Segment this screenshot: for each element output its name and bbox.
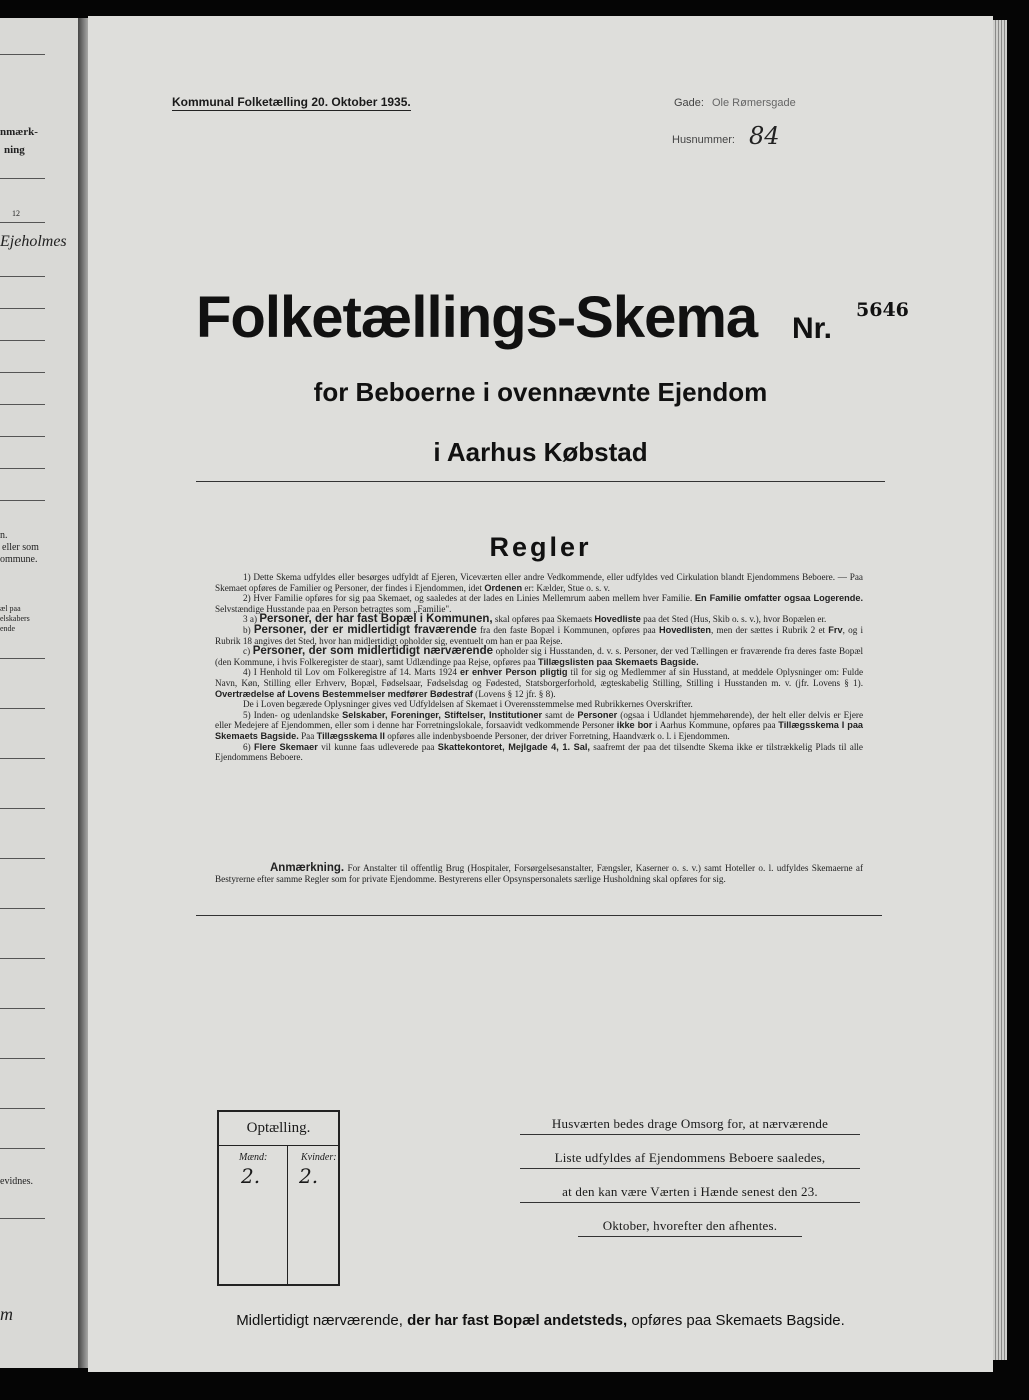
note-label: Anmærkning. [270,862,345,874]
rule-6: 6) Flere Skemaer vil kunne faas udleverede paa Skattekontoret, Mejlgade 4, 1. Sal, saafremt der paa det tilsendte Skema ikke er tilstrækkelig Plads til alle Ejendommens Beboere. [215,741,864,763]
rule-2: 2) Hver Familie opføres for sig paa Skemaet, og saaledes at der lades en Linies Mellemrum aaben mellem hver Familie. En Familie omfatter ogsaa Logerende. Selvstændige Husstande paa en Person betragtes som „Familie". [215,593,863,614]
rule [0,340,45,341]
rule [0,1108,45,1109]
column-header: nmærk- [0,126,38,138]
adjacent-page [0,18,78,1368]
text-fragment: evidnes. [0,1176,34,1187]
form-serial-number: 5646 [856,299,909,321]
rule [0,958,45,959]
rule [0,758,45,759]
rule-3a: 3 a) Personer, der har fast Bopæl i Kommunen, skal opføres paa Skemaets Hovedliste paa det Sted (Hus, Skib o. s. v.), hvor Bopælen er. [243,613,827,626]
column-header: ning [4,144,25,156]
rule [0,468,45,469]
husnummer-value: 84 [749,122,780,150]
rule [0,500,45,501]
text-fragment: eller som [2,542,39,553]
rule [0,372,45,373]
rule-5: 5) Inden- og udenlandske Selskaber, Foreninger, Stiftelser, Institutioner samt de Personer (ogsaa i Udlandet hjemmehørende), der helt eller delvis er Ejere eller Medejere af Ejendommen, eller som i denne har Forretningslokale, forsaavidt vedkommende Personer ikke bor i Aarhus Kommune, opføres paa Tillægsskema I paa Skemaets Bagside. Paa Tillægsskema II opføres alle indenbysboende Personer, der driver Forretning, Haandværk o. l. i Ejendommen. [215,709,864,741]
rule [0,178,45,179]
form-subtitle: for Beboerne i ovennævnte Ejendom [313,377,768,407]
rule-4: 4) I Henhold til Lov om Folkeregistre af 14. Marts 1924 er enhver Person pligtig til for sig og Medlemmer af sin Husstand, at meddele Oplysninger om: Fulde Navn, Køn, Stilling eller Erhverv, Bopæl, Fødselsaar, Fødselsdag og Fødested, Statsborgerforhold, ægteskabelig Stilling, Stilling i Husstanden m. v. (jfr. Lovens § 1). Overtrædelse af Lovens Bestemmelser medfører Bødestraf (Lovens § 12 jfr. § 8). [215,667,864,699]
husnummer-label: Husnummer: [672,134,735,146]
divider [196,481,885,482]
rule [0,1148,45,1149]
notice-line: at den kan være Værten i Hænde senest den 23. [520,1184,860,1203]
men-label: Mænd: [239,1152,268,1163]
page-edges [993,20,1007,1360]
rules-heading: Regler [489,532,592,562]
women-count: 2. [299,1164,319,1188]
landlord-notice [520,1116,860,1252]
book-gutter [78,18,88,1368]
text-fragment: ommune. [0,554,38,565]
text-fragment: elskabers [0,614,30,623]
rule [0,436,45,437]
rule [0,276,45,277]
count-box-divider [287,1145,288,1284]
text-fragment: æl paa [0,604,21,613]
rule-3b: b) Personer, der er midlertidigt fraværende fra den faste Bopæl i Kommunen, opføres paa Hovedlisten, men der sættes i Rubrik 2 et Frv, og i Rubrik 18 angives det Sted, hvor han midlertidigt opholder sig, eventuelt om han er paa Rejse. [215,623,864,646]
form-subtitle-city: i Aarhus Købstad [433,437,648,467]
notice-line: Husværten bedes drage Omsorg for, at nærværende [520,1116,860,1135]
handwritten-mark: m [0,1304,13,1324]
handwritten-entry: Ejeholmes [0,233,67,250]
text-fragment: n. [0,530,8,541]
notice-line: Liste udfyldes af Ejendommens Beboere saaledes, [520,1150,860,1169]
rule [0,908,45,909]
rule-1: 1) Dette Skema udfyldes eller besørges udfyldt af Ejeren, Viceværten eller andre Vedkommende, eller udfyldes ved Cirkulation blandt Ejendommens Beboere. — Paa Skemaet opføres de Familier og Personer, der findes i Ejendommen, idet Ordenen er: Kælder, Stue o. s. v. [215,572,863,593]
note-paragraph [215,863,863,884]
rule [0,708,45,709]
form-nr-label: Nr. [792,312,833,345]
rule [0,222,45,223]
rule [0,658,45,659]
count-box [217,1110,340,1286]
women-label: Kvinder: [301,1152,337,1163]
rule [0,1008,45,1009]
gade-label: Gade: [674,97,704,109]
text-fragment: ende [0,624,16,633]
rule [0,54,45,55]
rule [0,1218,45,1219]
footer-instruction: Midlertidigt nærværende, der har fast Bopæl andetsteds, opføres paa Skemaets Bagside. [236,1312,845,1329]
gade-value: Ole Rømersgade [712,97,796,109]
form-title: Folketællings-Skema [196,285,758,350]
rule [0,858,45,859]
column-number: 12 [12,209,20,218]
rule-3c: c) Personer, der som midlertidigt nærværende opholder sig i Husstanden, d. v. s. Personer, der ved Tællingen er fraværende fra deres faste Bopæl (den Kommune, i hvis Folkeregister de staar), samt Udlændinge paa Rejse, opføres paa Tillægslisten paa Skemaets Bagside. [215,645,863,667]
rule [0,1058,45,1059]
men-count: 2. [241,1164,261,1188]
note-text: For Anstalter til offentlig Brug (Hospitaler, Forsørgelsesanstalter, Fængsler, Kaserner o. s. v.) samt Hoteller o. l. udfyldes Skemaerne af Bestyrerne efter samme Regler som for private Ejendomme. Bestyrerens eller Opsynspersonalets særlige Husholdning skal opføres for sig. [215,863,863,884]
rule-4b: De i Loven begærede Oplysninger gives ved Udfyldelsen af Skemaet i Overensstemmelse med Rubrikkernes Overskrifter. [243,699,693,710]
census-form-page [88,16,993,1372]
rule [0,808,45,809]
divider [196,915,882,916]
notice-line: Oktober, hvorefter den afhentes. [578,1218,802,1237]
rule [0,404,45,405]
count-box-title: Optælling. [219,1112,338,1146]
census-header: Kommunal Folketælling 20. Oktober 1935. [172,95,411,109]
rule [0,308,45,309]
rules-text [215,572,863,763]
